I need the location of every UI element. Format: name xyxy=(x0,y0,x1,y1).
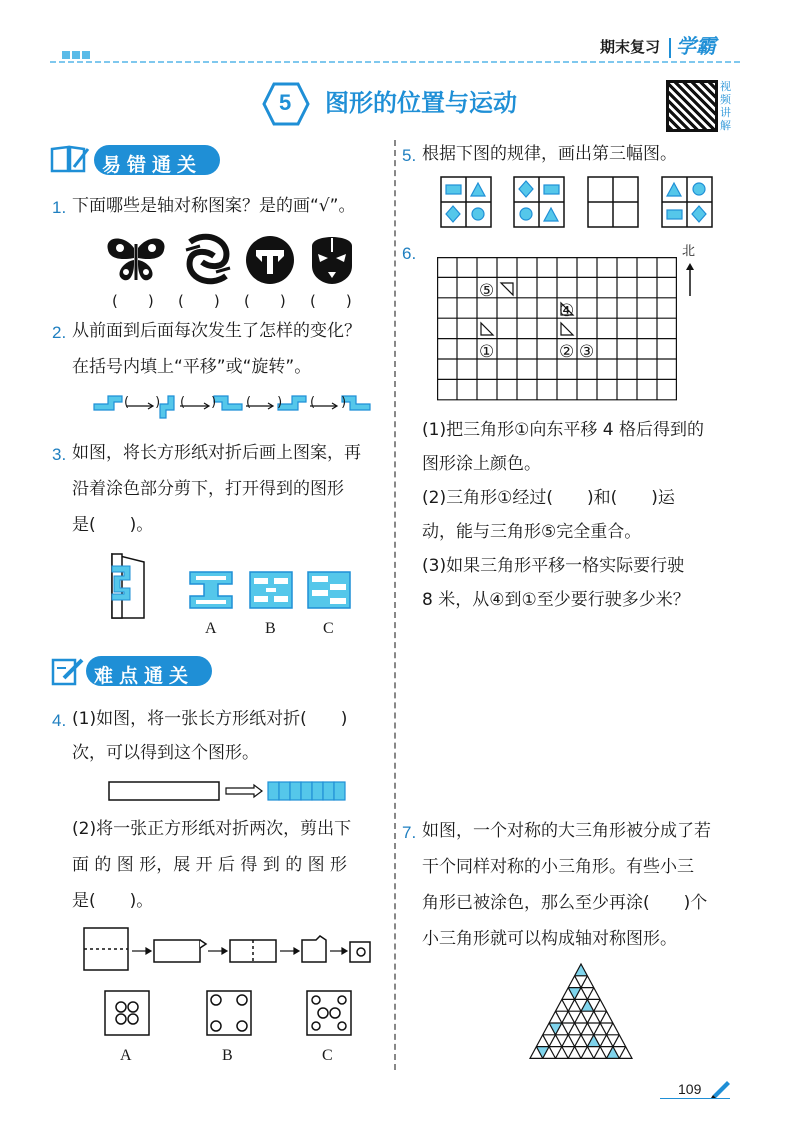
swirl-logo-pattern xyxy=(180,232,236,286)
qr-code xyxy=(666,80,718,132)
q4-option-a[interactable]: A xyxy=(120,1047,132,1064)
q3-option-b-shape xyxy=(248,570,294,610)
q2-blank-3[interactable]: ( ) xyxy=(246,395,283,410)
pencil-icon xyxy=(710,1078,732,1098)
q3-option-b[interactable]: B xyxy=(265,620,276,637)
q4-fold-sequence xyxy=(82,924,382,974)
circle-t-pattern xyxy=(244,234,296,286)
q6-part1-line1: (1)把三角形①向东平移 4 格后得到的 xyxy=(422,420,704,440)
q3-line1: 如图，将长方形纸对折后画上图案，再 xyxy=(72,443,361,463)
q6-part3-line1: (3)如果三角形平移一格实际要行驶 xyxy=(422,556,685,576)
opera-mask-pattern xyxy=(308,232,356,286)
q4-part1-line1: (1)如图，将一张长方形纸对折( ) xyxy=(72,709,348,729)
q4-strip-diagram xyxy=(108,778,358,804)
q7-triangle-grid xyxy=(528,962,634,1060)
q3-line3: 是( )。 xyxy=(72,515,154,535)
q5-text: 根据下图的规律，画出第三幅图。 xyxy=(422,144,677,164)
q6-north-label: 北 xyxy=(682,244,696,259)
q3-line2: 沿着涂色部分剪下，打开得到的图形 xyxy=(72,479,344,499)
q3-option-c[interactable]: C xyxy=(323,620,334,637)
q3-option-a-shape xyxy=(188,570,234,610)
q6-grid xyxy=(437,257,677,403)
q2-line2: 在括号内填上“平移”或“旋转”。 xyxy=(72,357,312,377)
q7-line3: 角形已被涂色，那么至少再涂( )个 xyxy=(422,893,708,913)
q1-blank-3[interactable]: ( ) xyxy=(244,292,286,310)
q1-blank-1[interactable]: ( ) xyxy=(112,292,154,310)
q3-option-a[interactable]: A xyxy=(205,620,217,637)
q6-label-2: ② xyxy=(559,342,575,362)
q1-blank-2[interactable]: ( ) xyxy=(178,292,220,310)
q6-label-4: ④ xyxy=(559,301,575,321)
section-hard-title: 难点通关 xyxy=(94,665,195,687)
q4-option-a-shape xyxy=(104,990,150,1036)
q4-part2-line2: 面 的 图 形，展 开 后 得 到 的 图 形 xyxy=(72,855,348,875)
pencil-note-icon xyxy=(50,656,86,686)
header-rule xyxy=(50,61,740,63)
q2-blank-1[interactable]: ( ) xyxy=(124,395,161,410)
header-divider xyxy=(669,38,671,58)
q4-part1-line2: 次，可以得到这个图形。 xyxy=(72,743,259,763)
unit-number: 5 xyxy=(279,90,292,115)
q2-line1: 从前面到后面每次发生了怎样的变化？ xyxy=(72,321,361,341)
q7-number: 7. xyxy=(402,823,417,842)
q6-label-5: ⑤ xyxy=(479,281,495,301)
q7-line2: 干个同样对称的小三角形。有些小三 xyxy=(422,857,694,877)
book-icon xyxy=(50,143,90,175)
q4-option-b[interactable]: B xyxy=(222,1047,233,1064)
north-arrow-icon xyxy=(684,262,696,296)
q3-folded-paper xyxy=(104,550,148,622)
header-brand-name: 学霸 xyxy=(676,34,716,58)
q5-pattern-sequence xyxy=(440,176,720,230)
q4-number: 4. xyxy=(52,711,67,730)
q1-number: 1. xyxy=(52,198,67,217)
column-divider xyxy=(394,140,396,1070)
q7-line1: 如图，一个对称的大三角形被分成了若 xyxy=(422,821,711,841)
q4-part2-line1: (2)将一张正方形纸对折两次，剪出下 xyxy=(72,819,352,839)
q1-text: 下面哪些是轴对称图案？是的画“√”。 xyxy=(72,196,356,216)
header-brand-label: 期末复习 xyxy=(600,38,661,56)
q4-option-b-shape xyxy=(206,990,252,1036)
q5-number: 5. xyxy=(402,146,417,165)
q6-part3-line2: 8 米，从④到①至少要行驶多少米？ xyxy=(422,590,690,610)
q1-blank-4[interactable]: ( ) xyxy=(310,292,352,310)
section-easy-title: 易错通关 xyxy=(102,154,203,176)
q6-number: 6. xyxy=(402,244,417,263)
q4-part2-line3: 是( )。 xyxy=(72,891,154,911)
q6-label-1: ① xyxy=(479,342,495,362)
q7-line4: 小三角形就可以构成轴对称图形。 xyxy=(422,929,677,949)
q3-option-c-shape xyxy=(306,570,352,610)
unit-title: 图形的位置与运动 xyxy=(325,89,517,117)
q6-part1-line2: 图形涂上颜色。 xyxy=(422,454,541,474)
q6-part2-line1: (2)三角形①经过( )和( )运 xyxy=(422,488,675,508)
q3-number: 3. xyxy=(52,445,67,464)
footer-rule xyxy=(660,1098,730,1099)
q2-blank-2[interactable]: ( ) xyxy=(180,395,217,410)
q6-label-3: ③ xyxy=(579,342,595,362)
q4-option-c-shape xyxy=(306,990,352,1036)
q4-option-c[interactable]: C xyxy=(322,1047,333,1064)
butterfly-pattern xyxy=(104,234,168,284)
qr-caption: 视频讲解 xyxy=(720,80,731,132)
q2-blank-4[interactable]: ( ) xyxy=(310,395,347,410)
page-number: 109 xyxy=(678,1081,702,1097)
q2-number: 2. xyxy=(52,323,67,342)
q6-part2-line2: 动，能与三角形⑤完全重合。 xyxy=(422,522,642,542)
